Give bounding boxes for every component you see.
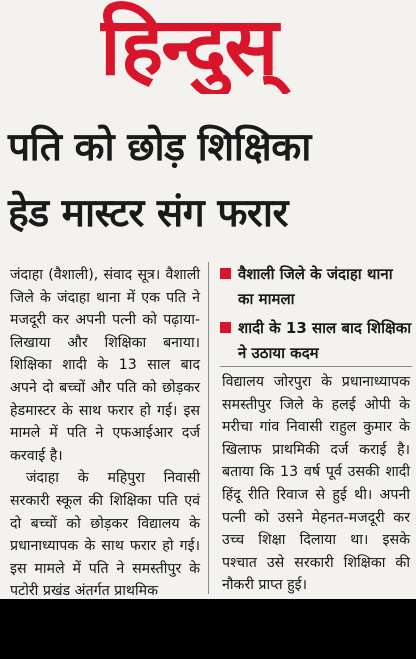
- masthead-logo: हिन्दुस्: [100, 0, 277, 93]
- article-column-right: [222, 371, 410, 597]
- highlights-divider: [220, 366, 412, 367]
- square-bullet-icon: [220, 322, 231, 333]
- highlight-text: शादी के 13 साल बाद शिक्षिका ने उठाया कदम: [238, 319, 412, 362]
- article-paragraph-3: विद्यालय जोरपुरा के प्रधानाध्यापक समस्तीपुर जिले के हलई ओपी के मरीचा गांव निवासी राहुल कुमार के खिलाफ प्राथमिकी दर्ज कराई है। बताया कि 13 वर्ष पूर्व उसकी शादी हिंदू रीति रिवाज से हुई थी। अपनी पत्नी को उसने मेहनत-मजदूरी कर उच्च शिक्षा दिलाया था। इसके पश्चात उसे सरकारी शिक्षिका की नौकरी प्राप्त हुई।: [222, 374, 410, 594]
- square-bullet-icon: [220, 268, 231, 279]
- highlights-box: [220, 262, 412, 370]
- article-column-left: [10, 264, 200, 599]
- article-paragraph-1: जंदाहा (वैशाली), संवाद सूत्र। वैशाली जिले के जंदाहा थाना में एक पति ने मजदूरी कर अपनी पत्नी को पढ़ाया-लिखाया और शिक्षिका बनाया। शिक्षिका शादी के 13 साल बाद अपने दो बच्चों और पति को छोड़कर हेडमास्टर के साथ फरार हो गई। इस मामले में पति ने एफआईआर दर्ज करवाई है।: [10, 267, 200, 464]
- article-paragraph-2: जंदाहा के महिपुरा निवासी सरकारी स्कूल की शिक्षिका पति एवं दो बच्चों को छोड़कर विद्यालय के प्रधानाध्यापक के साथ फरार हो गई। इस मामले में पति ने समस्तीपुर के पटोरी प्रखंड अंतर्गत प्राथमिक: [10, 470, 200, 599]
- column-divider: [208, 262, 209, 594]
- highlight-item: [220, 262, 412, 312]
- headline-line-1: पति को छोड़ शिक्षिका: [8, 125, 311, 170]
- headline-line-2: हेड मास्टर संग फरार: [8, 191, 288, 236]
- highlight-text: वैशाली जिले के जंदाहा थाना का मामला: [238, 265, 393, 308]
- highlight-item: [220, 316, 412, 366]
